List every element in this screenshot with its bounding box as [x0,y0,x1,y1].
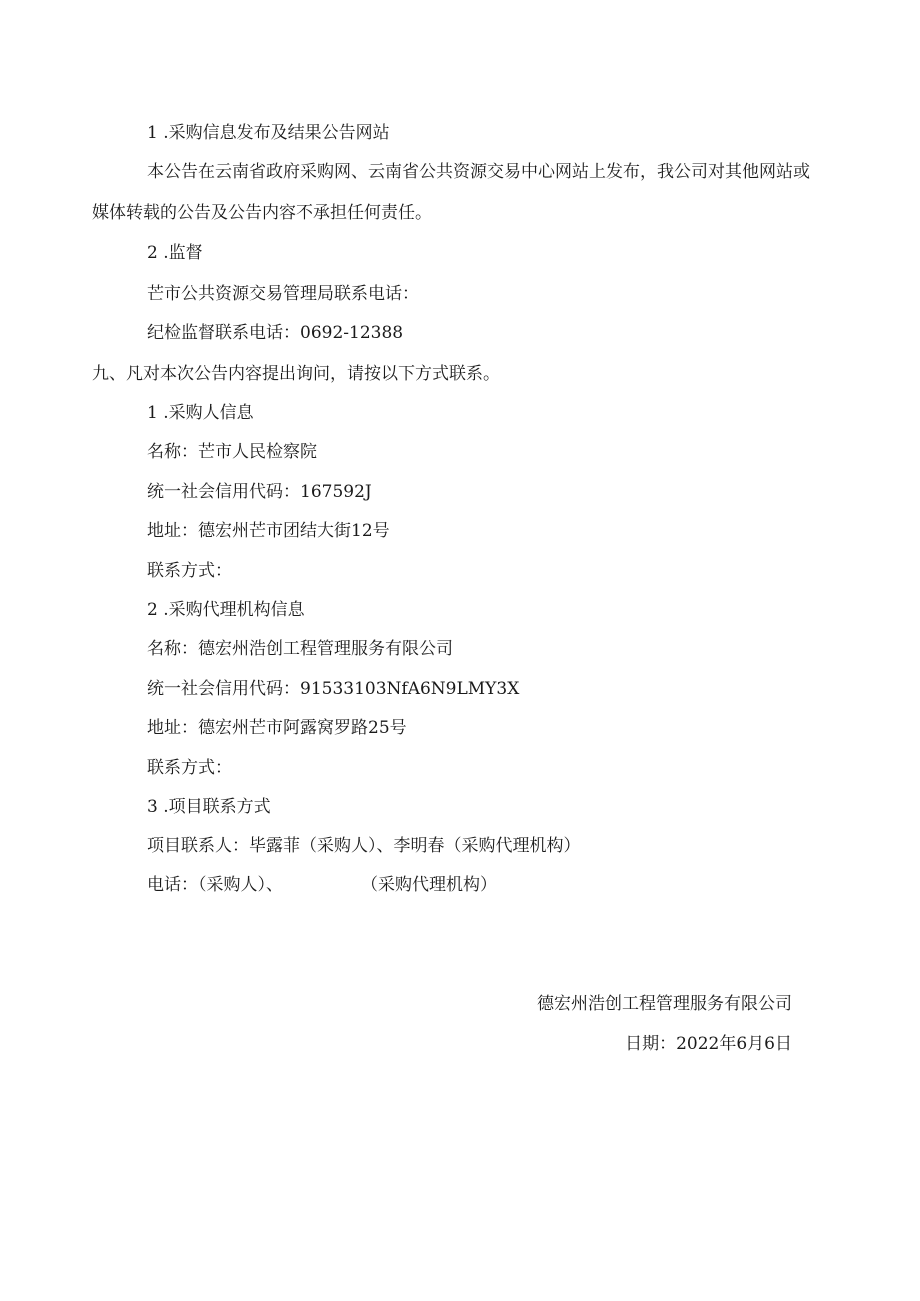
purchaser-title: 1 .采购人信息 [147,403,254,423]
purchaser-name: 名称：芒市人民检察院 [147,442,317,462]
purchaser-address: 地址：德宏州芒市团结大街12号 [147,521,390,541]
signature-date: 日期：2022年6月6日 [625,1034,792,1054]
supervision-phone-line: 芒市公共资源交易管理局联系电话： [147,284,419,304]
agency-credit-code: 统一社会信用代码：91533103NfA6N9LMY3X [147,679,520,699]
item1-text-line2: 媒体转载的公告及公告内容不承担任何责任。 [92,203,432,223]
project-phone [147,874,497,896]
agency-contact: 联系方式： [147,758,232,778]
discipline-phone-line: 纪检监督联系电话：0692-12388 [147,323,404,343]
agency-address: 地址：德宏州芒市阿露窝罗路25号 [147,718,407,738]
agency-name: 名称：德宏州浩创工程管理服务有限公司 [147,639,453,659]
item2-title: 2 .监督 [147,243,203,263]
agency-title: 2 .采购代理机构信息 [147,600,305,620]
signature-company: 德宏州浩创工程管理服务有限公司 [537,994,792,1014]
project-title: 3 .项目联系方式 [147,797,271,817]
project-phone-purchaser: 电话：（采购人）、 [147,875,283,895]
item1-title: 1 .采购信息发布及结果公告网站 [147,123,390,143]
project-contacts: 项目联系人：毕露菲（采购人）、李明春（采购代理机构） [147,836,581,856]
project-phone-agency: （采购代理机构） [361,875,497,895]
purchaser-credit-code: 统一社会信用代码：167592J [147,482,372,502]
section9-heading: 九、凡对本次公告内容提出询问，请按以下方式联系。 [92,364,500,384]
purchaser-contact: 联系方式： [147,561,232,581]
item1-text-line1: 本公告在云南省政府采购网、云南省公共资源交易中心网站上发布，我公司对其他网站或 [147,162,810,182]
